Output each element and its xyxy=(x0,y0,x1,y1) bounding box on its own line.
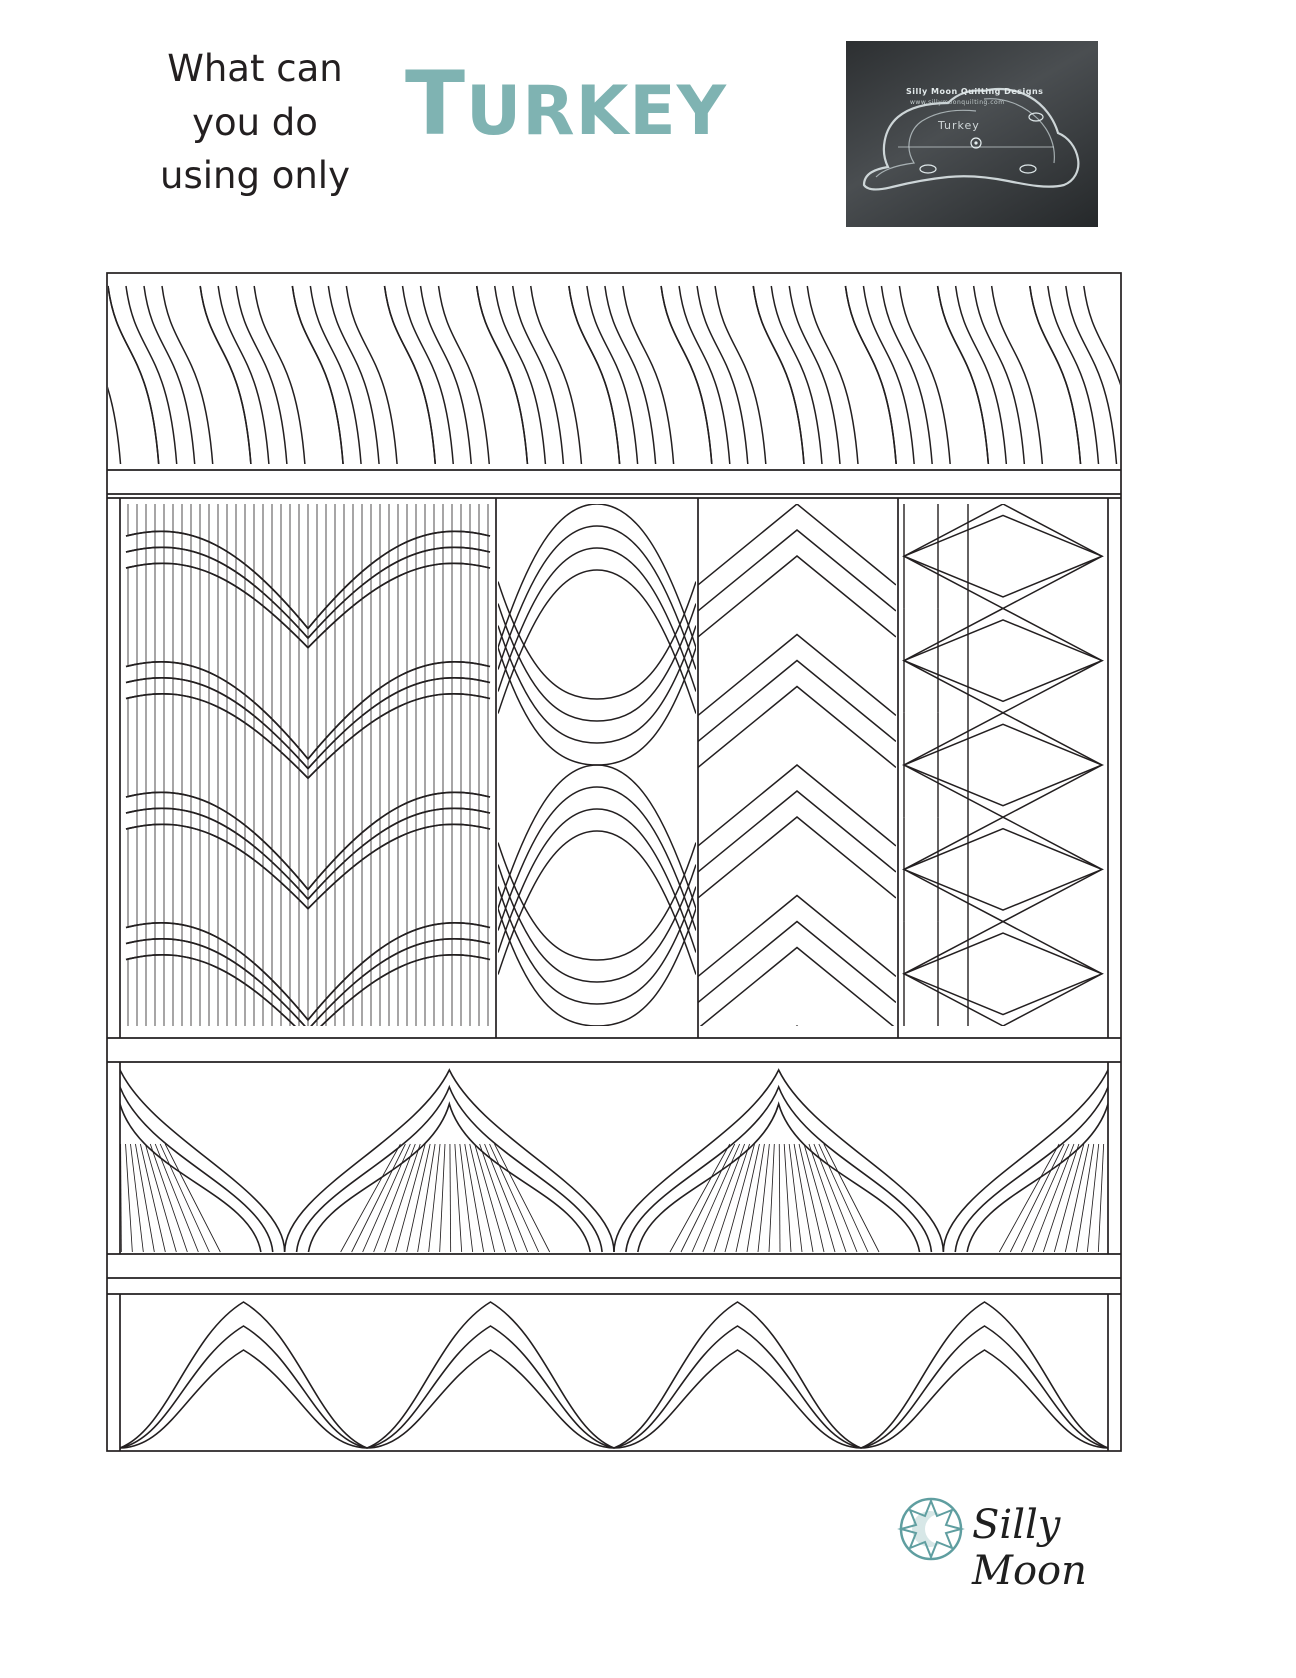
motif-line xyxy=(308,1104,590,1252)
motif-line xyxy=(703,1144,745,1252)
motif-line xyxy=(904,515,1102,596)
motif-line xyxy=(292,286,343,464)
motif-line xyxy=(679,286,730,464)
motif-line xyxy=(845,286,896,464)
motif-line xyxy=(955,1087,1122,1252)
motif-line xyxy=(938,286,989,464)
motif-line xyxy=(1108,1302,1122,1448)
motif-line xyxy=(904,922,1102,1026)
motif-line xyxy=(367,1326,614,1448)
motif-line xyxy=(498,843,696,960)
motif-line xyxy=(605,286,656,464)
motif-line xyxy=(385,286,436,464)
motif-line xyxy=(904,608,1102,712)
motif-line xyxy=(106,1104,261,1252)
motif-line xyxy=(1048,286,1099,464)
motif-line xyxy=(698,896,896,977)
motif-line xyxy=(498,909,696,1026)
motif-line xyxy=(698,817,896,898)
motif-line xyxy=(904,1037,1102,1118)
tagline-line-1: What can xyxy=(167,47,343,90)
motif-line xyxy=(626,1087,932,1252)
motif-line xyxy=(165,1144,220,1252)
motif-line xyxy=(297,1087,603,1252)
tagline xyxy=(120,42,390,203)
wave-border-row xyxy=(106,286,1122,464)
ruler-brand-engraving: Silly Moon Quilting Designs xyxy=(906,87,1044,96)
motif-line xyxy=(498,648,696,765)
motif-line xyxy=(819,1144,868,1252)
product-title-rest: URKEY xyxy=(466,72,727,151)
motif-line xyxy=(498,887,696,1004)
motif-line xyxy=(367,1350,614,1448)
motif-line xyxy=(385,1144,421,1252)
motif-line xyxy=(429,1144,440,1252)
motif-line xyxy=(367,1302,614,1448)
turkey-ruler-photo xyxy=(846,41,1098,227)
feather-echo-cell xyxy=(126,504,490,1052)
motif-line xyxy=(661,286,712,464)
motif-line xyxy=(698,791,896,872)
tagline-line-2: you do xyxy=(192,100,318,144)
motif-line xyxy=(904,724,1102,805)
motif-line xyxy=(513,286,564,464)
motif-line xyxy=(698,1052,896,1133)
motif-line xyxy=(480,1144,517,1252)
motif-line xyxy=(698,948,896,1029)
motif-line xyxy=(904,713,1102,817)
motif-line xyxy=(824,1144,879,1252)
motif-line xyxy=(698,687,896,768)
motif-line xyxy=(569,286,620,464)
motif-line xyxy=(120,1326,367,1448)
motif-line xyxy=(108,286,159,464)
motif-line xyxy=(1108,1326,1122,1448)
motif-line xyxy=(465,1144,484,1252)
motif-line xyxy=(498,1070,696,1214)
motif-line xyxy=(698,556,896,637)
peak-border-row xyxy=(120,1302,1122,1448)
motif-line xyxy=(110,1144,115,1252)
motif-line xyxy=(967,1104,1122,1252)
motif-line xyxy=(753,286,804,464)
motif-line xyxy=(460,1144,473,1252)
motif-line xyxy=(692,1144,740,1252)
motif-line xyxy=(938,286,989,464)
motif-line xyxy=(1030,286,1081,464)
motif-line xyxy=(758,1144,769,1252)
ruler-name-engraving: Turkey xyxy=(938,119,980,132)
motif-line xyxy=(753,286,804,464)
motif-line xyxy=(403,286,454,464)
motif-line xyxy=(999,1144,1059,1252)
motif-line xyxy=(789,286,840,464)
chevron-column-cell xyxy=(698,504,896,1159)
motif-line xyxy=(569,286,620,464)
page-header xyxy=(0,0,1296,250)
motif-line xyxy=(1021,1144,1069,1252)
motif-line xyxy=(881,286,932,464)
motif-line xyxy=(794,1144,813,1252)
motif-line xyxy=(638,1104,920,1252)
motif-line xyxy=(450,1144,451,1252)
motif-line xyxy=(904,620,1102,701)
motif-line xyxy=(845,286,896,464)
motif-line xyxy=(943,1070,1122,1252)
motif-line xyxy=(145,1144,176,1252)
motif-line xyxy=(385,286,436,464)
tagline-line-3: using only xyxy=(160,154,350,198)
motif-line xyxy=(108,286,159,464)
motif-line xyxy=(698,661,896,742)
motif-line xyxy=(285,1070,614,1252)
motif-line xyxy=(498,1048,696,1192)
motif-line xyxy=(614,1326,861,1448)
motif-line xyxy=(200,286,251,464)
motif-line xyxy=(135,1144,154,1252)
brand-logo xyxy=(896,1488,1126,1594)
motif-line xyxy=(490,1144,539,1252)
motif-line xyxy=(1108,1350,1122,1448)
motif-line xyxy=(861,1350,1108,1448)
motif-line xyxy=(477,286,528,464)
motif-line xyxy=(374,1144,416,1252)
arch-border-row xyxy=(106,1070,1122,1252)
motif-line xyxy=(498,626,696,743)
motif-line xyxy=(160,1144,209,1252)
product-title-initial: T xyxy=(405,52,467,155)
motif-line xyxy=(698,635,896,716)
motif-line xyxy=(1032,1144,1074,1252)
motif-line xyxy=(475,1144,506,1252)
motif-line xyxy=(863,286,914,464)
motif-line xyxy=(200,286,251,464)
motif-line xyxy=(144,286,195,464)
motif-line xyxy=(498,1026,696,1170)
motif-line xyxy=(697,286,748,464)
ruler-brand-url: www.sillymoonquilting.com xyxy=(910,99,1005,106)
motif-line xyxy=(904,817,1102,921)
motif-line xyxy=(150,1144,187,1252)
motif-line xyxy=(120,1302,367,1448)
motif-line xyxy=(498,582,696,699)
starburst-moon-logo-icon xyxy=(896,1494,966,1564)
motif-line xyxy=(956,286,1007,464)
motif-line xyxy=(495,286,546,464)
motif-line xyxy=(904,411,1102,492)
motif-line xyxy=(1066,286,1117,464)
motif-line xyxy=(670,1144,730,1252)
motif-line xyxy=(698,765,896,846)
motif-line xyxy=(440,1144,445,1252)
motif-line xyxy=(789,1144,802,1252)
motif-line xyxy=(809,1144,846,1252)
motif-line xyxy=(498,1148,696,1265)
motif-line xyxy=(455,1144,462,1252)
motif-line xyxy=(131,1144,144,1252)
motif-line xyxy=(904,400,1102,504)
motif-line xyxy=(698,504,896,585)
motif-line xyxy=(587,286,638,464)
motif-line xyxy=(904,504,1102,608)
motif-line xyxy=(771,286,822,464)
motif-line xyxy=(1084,286,1122,464)
motif-line xyxy=(218,286,269,464)
motif-line xyxy=(698,922,896,1003)
diamond-column-cell xyxy=(904,400,1102,1131)
motif-line xyxy=(477,286,528,464)
motif-line xyxy=(292,286,343,464)
page-title xyxy=(405,52,825,155)
motif-line xyxy=(614,1302,861,1448)
motif-line xyxy=(804,1144,835,1252)
motif-line xyxy=(328,286,379,464)
motif-line xyxy=(1043,1144,1079,1252)
motif-line xyxy=(1030,286,1081,464)
motif-line xyxy=(1114,1144,1121,1252)
motif-line xyxy=(498,865,696,982)
motif-line xyxy=(784,1144,791,1252)
motif-line xyxy=(904,933,1102,1014)
motif-line xyxy=(1098,1144,1103,1252)
motif-line xyxy=(974,286,1025,464)
motif-line xyxy=(421,286,472,464)
quilting-design-sampler xyxy=(106,272,1122,1452)
motif-line xyxy=(494,1144,549,1252)
motif-line xyxy=(120,1350,367,1448)
motif-line xyxy=(614,1350,861,1448)
motif-line xyxy=(698,530,896,611)
motif-line xyxy=(310,286,361,464)
motif-line xyxy=(341,1144,401,1252)
motif-line xyxy=(861,1326,1108,1448)
motif-line xyxy=(614,1070,943,1252)
motif-line xyxy=(904,829,1102,910)
motif-line xyxy=(1087,1144,1098,1252)
motif-line xyxy=(779,1144,780,1252)
motif-line xyxy=(714,1144,750,1252)
motif-line xyxy=(498,1104,696,1221)
motif-line xyxy=(126,1144,133,1252)
motif-line xyxy=(769,1144,774,1252)
motif-line xyxy=(661,286,712,464)
motif-line xyxy=(363,1144,411,1252)
motif-line xyxy=(498,604,696,721)
motif-line xyxy=(236,286,287,464)
brand-name: Silly Moon xyxy=(972,1502,1087,1594)
motif-line xyxy=(861,1302,1108,1448)
motif-line xyxy=(126,286,177,464)
sampler-svg xyxy=(106,272,1122,1452)
